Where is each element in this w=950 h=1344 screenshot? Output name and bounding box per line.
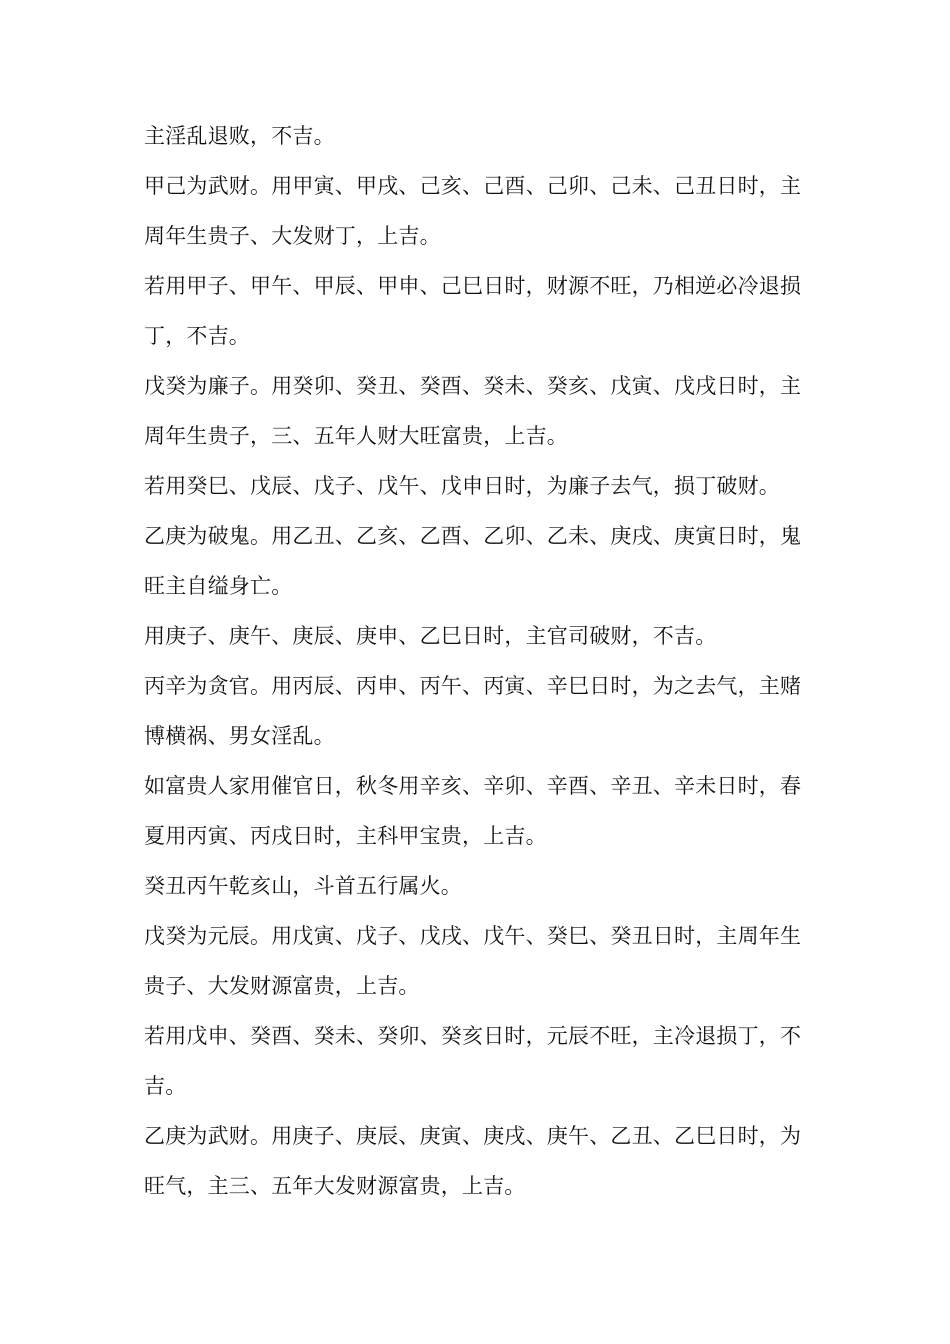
text-line: 周年生贵子，三、五年人财大旺富贵，上吉。	[144, 424, 568, 448]
text-line: 用庚子、庚午、庚辰、庚申、乙巳日时，主官司破财，不吉。	[144, 624, 717, 648]
text-line: 旺主自缢身亡。	[144, 574, 293, 598]
text-line: 贵子、大发财源富贵，上吉。	[144, 974, 420, 998]
text-line: 癸丑丙午乾亥山，斗首五行属火。	[144, 874, 462, 898]
text-line: 乙庚为破鬼。用乙丑、乙亥、乙酉、乙卯、乙未、庚戌、庚寅日时，鬼	[144, 524, 802, 548]
text-line: 如富贵人家用催官日，秋冬用辛亥、辛卯、辛酉、辛丑、辛未日时，春	[144, 774, 802, 798]
text-body	[144, 111, 816, 1211]
text-line: 丙辛为贪官。用丙辰、丙申、丙午、丙寅、辛巳日时，为之去气，主赌	[144, 674, 802, 698]
text-line: 夏用丙寅、丙戌日时，主科甲宝贵，上吉。	[144, 824, 547, 848]
text-line: 戊癸为元辰。用戊寅、戊子、戊戌、戊午、癸巳、癸丑日时，主周年生	[144, 924, 802, 948]
text-line: 戊癸为廉子。用癸卯、癸丑、癸酉、癸未、癸亥、戊寅、戊戌日时，主	[144, 374, 802, 398]
text-line: 旺气，主三、五年大发财源富贵，上吉。	[144, 1174, 526, 1198]
text-line: 周年生贵子、大发财丁，上吉。	[144, 224, 441, 248]
text-line: 乙庚为武财。用庚子、庚辰、庚寅、庚戌、庚午、乙丑、乙巳日时，为	[144, 1124, 802, 1148]
text-line: 甲己为武财。用甲寅、甲戌、己亥、己酉、己卯、己未、己丑日时，主	[144, 174, 802, 198]
text-line: 若用戊申、癸酉、癸未、癸卯、癸亥日时，元辰不旺，主冷退损丁，不	[144, 1024, 802, 1048]
text-line: 博横祸、男女淫乱。	[144, 724, 335, 748]
text-line: 若用癸巳、戊辰、戊子、戊午、戊申日时，为廉子去气，损丁破财。	[144, 474, 780, 498]
text-line: 若用甲子、甲午、甲辰、甲申、己巳日时，财源不旺，乃相逆必冷退损	[144, 274, 802, 298]
text-line: 吉。	[144, 1074, 187, 1098]
text-line: 丁，不吉。	[144, 324, 250, 348]
text-line: 主淫乱退败，不吉。	[144, 124, 335, 148]
